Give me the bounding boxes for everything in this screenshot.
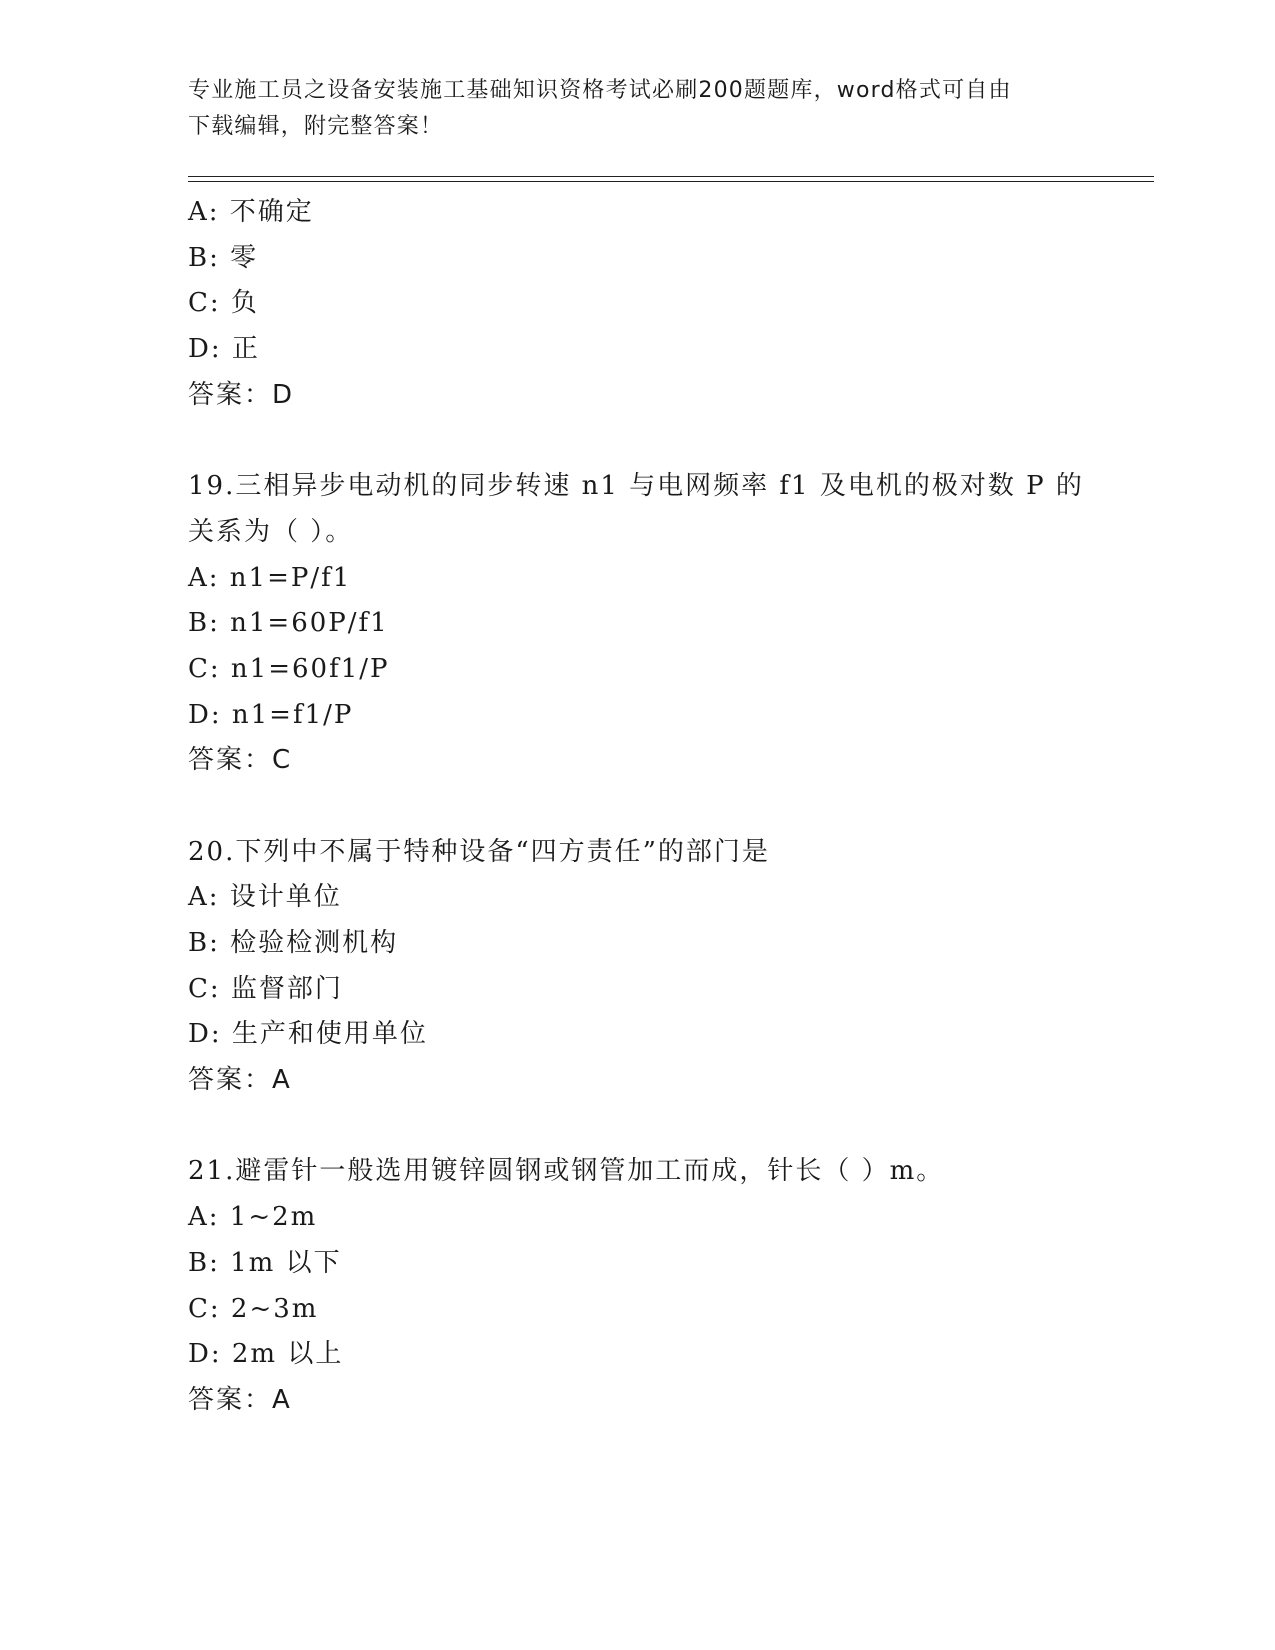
question-block xyxy=(188,1149,1148,1423)
question-block xyxy=(188,190,1148,418)
option-d: D: 2m 以上 xyxy=(188,1339,344,1370)
answer-line: 答案：A xyxy=(188,1384,292,1415)
option-d: D: 生产和使用单位 xyxy=(188,1019,428,1050)
header-line-1: 专业施工员之设备安装施工基础知识资格考试必刷200题题库，word格式可自由 xyxy=(188,78,1012,103)
option-b: B: 零 xyxy=(188,242,259,273)
answer-line: 答案：C xyxy=(188,745,293,776)
question-stem-line: 20.下列中不属于特种设备“四方责任”的部门是 xyxy=(188,836,770,867)
document-header xyxy=(188,73,1068,145)
question-block xyxy=(188,464,1148,784)
option-a: A: n1=P/f1 xyxy=(188,562,352,593)
option-b: B: 检验检测机构 xyxy=(188,928,399,958)
option-b: B: 1m 以下 xyxy=(188,1247,342,1278)
option-d: D: n1=f1/P xyxy=(188,699,354,730)
option-d: D: 正 xyxy=(188,334,260,365)
header-line-2: 下载编辑，附完整答案！ xyxy=(188,114,444,139)
answer-line: 答案：A xyxy=(188,1065,292,1096)
header-divider-bottom xyxy=(188,181,1154,182)
option-a: A: 1~2m xyxy=(188,1202,318,1233)
header-divider-top xyxy=(188,176,1154,177)
option-c: C: 2~3m xyxy=(188,1293,319,1324)
question-stem-line: 19.三相异步电动机的同步转速 n1 与电网频率 f1 及电机的极对数 P 的 xyxy=(188,471,1084,502)
option-b: B: n1=60P/f1 xyxy=(188,608,389,639)
question-list xyxy=(188,190,1148,1424)
option-a: A: 设计单位 xyxy=(188,882,342,913)
question-stem-line: 关系为（ ）。 xyxy=(188,516,354,547)
option-c: C: 负 xyxy=(188,288,259,319)
option-c: C: 监督部门 xyxy=(188,973,343,1004)
answer-line: 答案：D xyxy=(188,379,295,410)
option-a: A: 不确定 xyxy=(188,197,314,227)
option-c: C: n1=60f1/P xyxy=(188,653,390,684)
question-block xyxy=(188,830,1148,1104)
question-stem-line: 21.避雷针一般选用镀锌圆钢或钢管加工而成，针长（ ）m。 xyxy=(188,1156,945,1187)
